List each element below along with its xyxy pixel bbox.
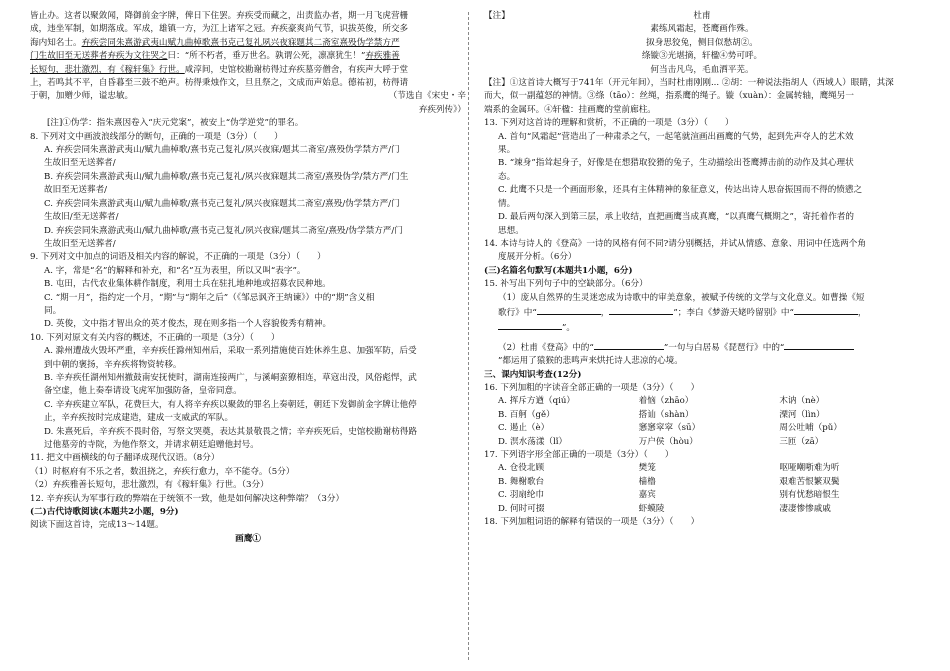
left-column <box>30 10 466 546</box>
question-13-stem: 13. 下列对这首诗的理解和赏析，不正确的一项是（3分）（ ） <box>484 118 734 129</box>
answer-blank[interactable] <box>537 305 601 315</box>
q10-option-d[interactable]: D. 朱熹死后，辛弃疾不畏时俗，写祭文哭奠，表达其景敬畏之情；辛弃疾死后，史馆校勘谢枋得路 <box>44 426 417 437</box>
answer-blank[interactable] <box>498 320 562 330</box>
question-18-stem: 18. 下列加粗词语的解释有错误的一项是（3分）（ ） <box>484 517 700 528</box>
section-heading-poetry: (二)古代诗歌阅读(本题共2小题，9分) <box>30 507 179 518</box>
q9-option-d[interactable]: D. 英俊，文中指才智出众的英才俊杰，现在则多指一个人容貌俊秀有精神。 <box>44 319 332 330</box>
q8-option-b-cont: 故旧至无送葬者/ <box>44 185 108 196</box>
question-14-cont: 度展开分析。（6分） <box>498 252 577 263</box>
answer-blank[interactable] <box>794 305 858 315</box>
q13-option-c[interactable]: C. 此鹰不只是一个画面形象，还具有主体精神的象征意义，传达出诗人思奋振国而不得的愤懑之 <box>498 185 863 196</box>
passage-line: 海内知名士。弃疾尝同朱熹游武夷山赋九曲棹歌熹书克己复礼夙兴夜寐题其二斋室熹殁伪学禁方严 <box>30 37 400 48</box>
answer-blank[interactable] <box>609 305 673 315</box>
q13-option-c-cont: 情。 <box>498 198 516 209</box>
q13-option-a-cont: 果。 <box>498 145 516 156</box>
poem-author: 杜甫 <box>693 11 711 22</box>
q13-option-b[interactable]: B. “竦身”指耸起身子，好像是在想猎取狡猾的兔子，生动描绘出苍鹰搏击前的动作及其心理状 <box>498 158 854 169</box>
answer-blank[interactable] <box>594 340 664 350</box>
passage-line: 上，若鸣其不平，自昏暮至三鼓不绝声。枋得秉烛作文，旦且祭之，文成而声始息。德祐初，枋得请 <box>30 78 409 89</box>
q10-option-a[interactable]: A. 滁州遭战火毁坏严重，辛弃疾任滁州知州后，采取一系列措施使百姓休养生息、加强军防，后受 <box>44 346 417 357</box>
q16-option-c[interactable]: C. 遏止（è） 窸窸窣窣（sū） 周公吐哺（pǔ） <box>498 423 842 434</box>
q8-option-a-cont: 生故旧至无送葬者/ <box>44 158 116 169</box>
poem-line: 㧐身思狡兔，侧目似愁胡②。 <box>646 37 758 48</box>
poem-line: 绦镟③光堪摘，轩楹④势可呼。 <box>641 51 763 62</box>
q8-option-b[interactable]: B. 弃疾尝同朱熹游武夷山/赋九曲棹歌/熹书克己复礼/夙兴夜寐题其二斋室/熹殁伪学/禁方严/门生 <box>44 171 409 182</box>
passage-line: 皆止办。这者以聚敛闻，降御前金字牌，俾日下住罢。弃疾受而藏之，出责监办者，期一月飞虎营栅 <box>30 11 409 21</box>
poem-note-cont: 端系的金属环。④轩楹：挂画鹰的堂前廊柱。 <box>484 104 656 115</box>
question-16-stem: 16. 下列加粗的字读音全部正确的一项是（3分）（ ） <box>484 382 700 393</box>
poem-note-cont: 而大，似一副蕴怒的神情。③绦（tāo）：丝绳，指系鹰的绳子。镟（xuàn）：金属转轴，鹰绳另一 <box>484 91 854 102</box>
q17-option-d[interactable]: D. 何时可掇 虾蟆陵 凄凄惨惨戚戚 <box>498 503 831 514</box>
q8-option-d-cont: 生故旧至无送葬者/ <box>44 238 116 249</box>
q13-option-d-cont: 思想。 <box>498 225 524 236</box>
footnote: [注]①伪学：指朱熹因卷入“庆元党案”，被安上“伪学逆党”的罪名。 <box>47 118 304 129</box>
q9-option-b[interactable]: B. 屯田，古代农业集体耕作制度，利用士兵在驻扎地种地或招募农民种地。 <box>44 279 331 290</box>
right-column <box>484 10 920 529</box>
question-14-stem: 14. 本诗与诗人的《登高》一诗的风格有何不同?请分别概括，并试从情感、意象、用词中任选两个角 <box>484 238 866 249</box>
q15-part-1-blanks: 歌行》中“ ， ”；李白《梦游天姥吟留别》中“ ，”。 <box>484 305 920 336</box>
question-17-stem: 17. 下列语字形全部正确的一项是（3分）（ ） <box>484 450 674 461</box>
q10-option-b[interactable]: B. 辛弃疾任湖州知州撤鼓南安抚使时，湖南连接两广，与溪峒蛮獠相连，草寇出没，风俗彪悍，武 <box>44 372 417 383</box>
passage-line: 长短句，悲壮激烈，有《稼轩集》行世。咸淳间，史馆校勘谢枋得过弃疾墓旁僧舍，有疾声大呼于堂 <box>30 64 409 75</box>
source-citation-cont: 弃疾列传》） <box>418 104 466 115</box>
q16-option-b[interactable]: B. 百舸（gě） 搭讪（shàn） 溧河（lìn） <box>498 409 825 420</box>
q9-option-c[interactable]: C. “期一月”，指约定一个月，“期”与“期年之后”（《邹忌讽齐王纳谏》）中的“期”含义相 <box>44 292 375 303</box>
answer-blank[interactable] <box>784 340 854 350</box>
source-citation: （节选自《宋史・辛 <box>388 91 466 102</box>
q17-option-a[interactable]: A. 仓役北顾 樊笼 呕哑嘲哳难为听 <box>498 463 840 474</box>
q9-option-a[interactable]: A. 字，常是“名”的解释和补充，和“名”互为表里，所以又叫“表字”。 <box>44 265 306 276</box>
q11-sentence-2: （2）弃疾雅善长短句，悲壮激烈，有《稼轩集》行世。（3分） <box>30 480 269 491</box>
q8-option-c-cont: 生故旧/至无送葬者/ <box>44 212 119 223</box>
question-8-stem: 8. 下列对文中画波浪线部分的断句，正确的一项是（3分）（ ） <box>30 131 283 142</box>
q10-option-c-cont: 止，辛弃疾按时完成建造，建成一支威武的军队。 <box>44 413 234 424</box>
section-heading-recitation: (三)名篇名句默写(本题共1小题，6分) <box>484 265 633 276</box>
q8-option-c[interactable]: C. 弃疾尝同朱熹游武夷山/赋九曲棹歌/熹书克己复礼/夙兴夜寐题其二斋室/熹殁/伪学禁方严/门 <box>44 198 400 209</box>
question-9-stem: 9. 下列对文中加点的词语及相关内容的解说，不正确的一项是（3分）（ ） <box>30 252 326 263</box>
q10-option-d-cont: 过他墓旁的寺院，为他作祭文，并请求朝廷追赠他封号。 <box>44 440 259 450</box>
q13-option-a[interactable]: A. 首句“风霜起”营造出了一种肃杀之气，一起笔就渲画出画鹰的气势，起到先声夺人的艺术效 <box>498 131 854 142</box>
q11-sentence-1: （1）时枢府有不乐之者，数沮挠之，弃疾行愈力，卒不能夺。（5分） <box>30 466 295 477</box>
poem-title: 画鹰① <box>235 533 261 544</box>
wavy-underline-text: 弃疾尝同朱熹游武夷山赋九曲棹歌熹书克己复礼夙兴夜寐题其二斋室熹殁伪学禁方严 <box>81 37 400 48</box>
q13-option-d[interactable]: D. 最后两句深入到第三层，承上收结，直把画鹰当成真鹰，“以真鹰气概期之”，寄托着作者的 <box>498 212 854 223</box>
question-10-stem: 10. 下列对原文有关内容的概述，不正确的一项是（3分）（ ） <box>30 332 280 343</box>
q10-option-a-cont: 到中朝的褒扬，辛弃疾将物资转移。 <box>44 359 182 370</box>
passage-line: 成，违坐军制，如期落成。军成，雄镇一方，为江上诸军之冠。弃疾豪爽尚气节，识拔英俊，所交多 <box>30 24 409 35</box>
q10-option-b-cont: 备空虚，他上奏奉请设飞虎军加强防备，皇帝同意。 <box>44 386 242 397</box>
q13-option-b-cont: 态。 <box>498 171 516 182</box>
q8-option-d[interactable]: D. 弃疾尝同朱熹游武夷山/赋九曲棹歌/熹书克己复礼/夙兴夜寐/题其二斋室/熹殁/伪学禁方严/门 <box>44 225 403 236</box>
q16-option-d[interactable]: D. 溟水荡漾（lǐ） 万户侯（hòu） 三匝（zā） <box>498 436 824 447</box>
poetry-intro: 阅读下面这首诗，完成13～14题。 <box>30 520 164 531</box>
column-divider <box>468 12 469 660</box>
q8-option-a[interactable]: A. 弃疾尝同朱熹游武夷山/赋九曲棹歌/熹书克己复礼/夙兴夜寐/题其二斋室/熹殁伪学禁方严/门 <box>44 145 400 156</box>
q17-option-b[interactable]: B. 舞榭歌台 樯橹 艰难苦恨繁双鬓 <box>498 476 840 487</box>
note-marker: 【注】 <box>484 11 510 21</box>
poem-line: 何当击凡鸟，毛血洒平芜。 <box>650 64 754 75</box>
question-11-stem: 11. 把文中画横线的句子翻译成现代汉语。（8分） <box>30 453 220 464</box>
poem-line: 素练风霜起，苍鹰画作殊。 <box>650 24 754 35</box>
q17-option-c[interactable]: C. 羽扇纶巾 嘉宾 别有忧愁暗恨生 <box>498 490 840 501</box>
section-heading-knowledge: 三、课内知识考查(12分) <box>484 369 582 380</box>
passage-line: 门生故旧至无送葬者弃疾为文往哭之曰：“所不朽者，垂万世名。孰谓公死，凛凛犹生！”弃疾雅善 <box>30 51 400 62</box>
q9-option-c-cont: 同。 <box>44 305 62 316</box>
question-15-stem: 15. 补写出下列句子中的空缺部分。（6分） <box>484 279 648 290</box>
q16-option-a[interactable]: A. 挥斥方遒（qiú） 着恼（zhāo） 木讷（nè） <box>498 396 825 407</box>
poem-note: 【注】①这首诗大概写于741年（开元年间），当时杜甫刚刚... ②胡：一种说法指胡人（西域人）眼睛，其深 <box>484 78 894 89</box>
q15-part-2: （2）杜甫《登高》中的“ ”一句与白居易《琵琶行》中的“ <box>484 340 920 355</box>
q15-part-1: （1）庞从自然界的生灵迷恋成为诗歌中的审美意象，被赋予传统的文学与文化意义。如曹操《短 <box>498 292 865 303</box>
question-12-stem: 12. 辛弃疾认为军事行政的弊端在于统领不一致，他是如何解决这种弊端？（3分） <box>30 493 345 504</box>
q15-part-2-cont: ”都运用了猿猴的悲鸣声来烘托诗人悲凉的心境。 <box>498 356 683 367</box>
passage-line: 于朝，加赠少师，谥忠敏。 （节选自《宋史・辛 <box>30 90 466 103</box>
q10-option-c[interactable]: C. 辛弃疾建立军队，花费巨大，有人将辛弃疾以聚敛的罪名上奏朝廷，朝廷下发御前金字牌让他停 <box>44 399 417 410</box>
